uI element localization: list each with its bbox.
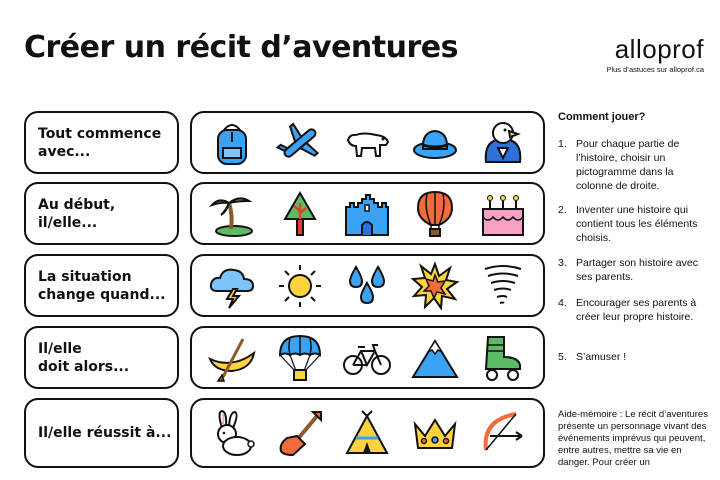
birthday-cake-icon[interactable] bbox=[475, 186, 531, 242]
row-label-line: Il/elle réussit à... bbox=[38, 425, 172, 441]
rabbit-icon[interactable] bbox=[204, 405, 260, 461]
hot-air-balloon-icon[interactable] bbox=[407, 186, 463, 242]
row-label-line: change quand... bbox=[38, 286, 166, 303]
parachute-icon[interactable] bbox=[272, 330, 328, 386]
row-label-1 bbox=[24, 111, 179, 174]
step-number: 2. bbox=[558, 204, 567, 216]
logo-wordmark: alloprof bbox=[614, 34, 704, 64]
polar-bear-icon[interactable] bbox=[339, 115, 395, 171]
bicycle-icon[interactable] bbox=[339, 330, 395, 386]
instruction-step-2 bbox=[558, 203, 708, 245]
castle-icon[interactable] bbox=[339, 186, 395, 242]
crown-icon[interactable] bbox=[407, 405, 463, 461]
instruction-step-4 bbox=[558, 296, 708, 324]
roller-skate-icon[interactable] bbox=[475, 330, 531, 386]
eagle-icon[interactable] bbox=[475, 115, 531, 171]
instruction-step-3 bbox=[558, 256, 708, 284]
row-label-line: il/elle... bbox=[38, 214, 98, 231]
canoe-icon[interactable] bbox=[204, 330, 260, 386]
instruction-step-1 bbox=[558, 137, 708, 193]
row-label-line: Il/elle bbox=[38, 340, 82, 357]
row-label-2 bbox=[24, 182, 179, 245]
row-icons-4 bbox=[190, 326, 545, 389]
step-number: 1. bbox=[558, 138, 567, 150]
bow-arrow-icon[interactable] bbox=[475, 405, 531, 461]
tornado-icon[interactable] bbox=[475, 258, 531, 314]
rain-drops-icon[interactable] bbox=[339, 258, 395, 314]
instruction-step-5 bbox=[558, 350, 708, 364]
row-label-5 bbox=[24, 398, 179, 468]
backpack-icon[interactable] bbox=[204, 115, 260, 171]
shovel-icon[interactable] bbox=[272, 405, 328, 461]
sun-icon[interactable] bbox=[272, 258, 328, 314]
step-text: Partager son histoire avec ses parents. bbox=[576, 257, 698, 283]
tipi-icon[interactable] bbox=[339, 405, 395, 461]
step-number: 5. bbox=[558, 351, 567, 363]
step-text: Inventer une histoire qui contient tous les éléments choisis. bbox=[576, 204, 698, 244]
row-label-line: Au début, bbox=[38, 196, 116, 213]
row-icons-1 bbox=[190, 111, 545, 174]
row-label-line: avec... bbox=[38, 143, 91, 160]
row-label-line: La situation bbox=[38, 268, 132, 285]
row-icons-2 bbox=[190, 182, 545, 245]
instructions-heading: Comment jouer? bbox=[558, 111, 646, 123]
tree-icon[interactable] bbox=[272, 186, 328, 242]
storm-cloud-icon[interactable] bbox=[204, 258, 260, 314]
step-number: 4. bbox=[558, 297, 567, 309]
page-title: Créer un récit d’aventures bbox=[24, 30, 458, 65]
row-label-4 bbox=[24, 326, 179, 389]
row-icons-3 bbox=[190, 254, 545, 317]
step-number: 3. bbox=[558, 257, 567, 269]
row-icons-5 bbox=[190, 398, 545, 468]
alloprof-logo bbox=[606, 36, 704, 74]
memo-text: Aide-mémoire : Le récit d’aventures présente un personnage vivant des événements imprévus qui peuvent, entre autres, mettre sa vie en danger. Pour créer un bbox=[558, 409, 708, 468]
palm-island-icon[interactable] bbox=[204, 186, 260, 242]
step-text: Encourager ses parents à créer leur propre histoire. bbox=[576, 297, 697, 323]
row-label-line: doit alors... bbox=[38, 358, 130, 375]
explosion-icon[interactable] bbox=[407, 258, 463, 314]
hat-icon[interactable] bbox=[407, 115, 463, 171]
logo-tagline: Plus d’astuces sur alloprof.ca bbox=[606, 65, 704, 74]
row-label-3 bbox=[24, 254, 179, 317]
step-text: S’amuser ! bbox=[576, 351, 627, 363]
airplane-icon[interactable] bbox=[272, 115, 328, 171]
row-label-line: Tout commence bbox=[38, 125, 162, 142]
step-text: Pour chaque partie de l’histoire, choisir un pictogramme dans la colonne de droite. bbox=[576, 138, 680, 192]
mountain-icon[interactable] bbox=[407, 330, 463, 386]
